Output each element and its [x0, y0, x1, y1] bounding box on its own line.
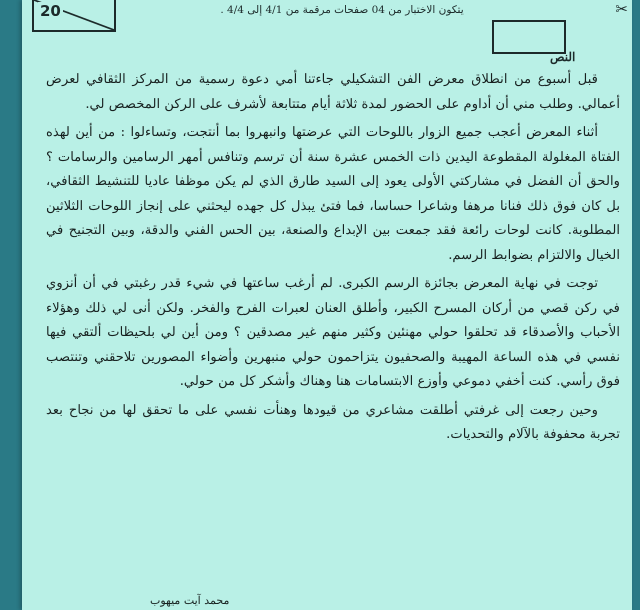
exam-header-note: يتكون الاختبار من 04 صفحات مرقمة من 4/1 إلى 4/4 .	[220, 4, 464, 16]
exam-page	[22, 0, 632, 610]
paragraph-4: وحين رجعت إلى غرفتي أطلقت مشاعري من قيودها وهنأت نفسي على ما تحقق لها من نجاح بعد تجربة محفوفة بالآلام والتحديات.	[46, 402, 620, 442]
page-number: 20	[40, 2, 61, 20]
paragraph-3: توجت في نهاية المعرض بجائزة الرسم الكبرى. لم أرغب ساعتها في شيء قدر رغبتي في أن أنزوي في ركن قصي من أركان المسرح الكبير، وأطلق العنان لعبرات الفرح والفخر. ولكن أنى لي ذلك وهؤلاء الأحباب والأصدقاء قد تحلقوا حولي مهنئين وكثير منهم غير مصدقين ؟ ومن أين لي بلحيظات ألتقي فيها نفسي في هذه الساعة المهيبة والصحفيون يتزاحمون حولي منبهرين وأضواء المصورين تلاحقني وتنتصب فوق رأسي. كنت أخفي دموعي وأوزع الابتسامات هنا وهناك وأشكر كل من حولي.	[46, 276, 620, 389]
title-box	[492, 20, 566, 54]
author-signature: محمد آيت ميهوب	[150, 594, 230, 607]
paragraph-2: أثناء المعرض أعجب جميع الزوار باللوحات التي عرضتها وانبهروا بما أنتجت، وتساءلوا : من أين لهذه الفتاة المغلولة المقطوعة اليدين ذات الخمس عشرة سنة أن ترسم وتنافس أمهر الرسامين والرسامات ؟ والحق أن الفضل في مشاركتي الأولى يعود إلى السيد طارق الذي لم يكن موظفا عاديا للتنشيط الثقافي، بل كان فوق ذلك فنانا مرهفا وشاعرا حساسا، فما فتئ يبذل كل جهده ليحثني على إنجاز اللوحات الثلاثين المطلوبة. كانت لوحات رائعة فقد جمعت بين الإبداع والصنعة، بين الحس الفني والدقة، وبين التجنيح في الخيال والالتزام بضوابط الرسم.	[46, 125, 620, 263]
passage-body	[46, 68, 620, 452]
scissors-icon: ✂	[615, 0, 628, 18]
page-number-box	[32, 0, 116, 32]
paragraph-1: قبل أسبوع من انطلاق معرض الفن التشكيلي جاءتنا أمي دعوة رسمية من المركز الثقافي لعرض أعمالي. وطلب مني أن أداوم على الحضور لمدة ثلاثة أيام متتابعة لأشرف على الركن المخصص لي.	[46, 72, 620, 112]
text-title: النص	[550, 50, 576, 64]
